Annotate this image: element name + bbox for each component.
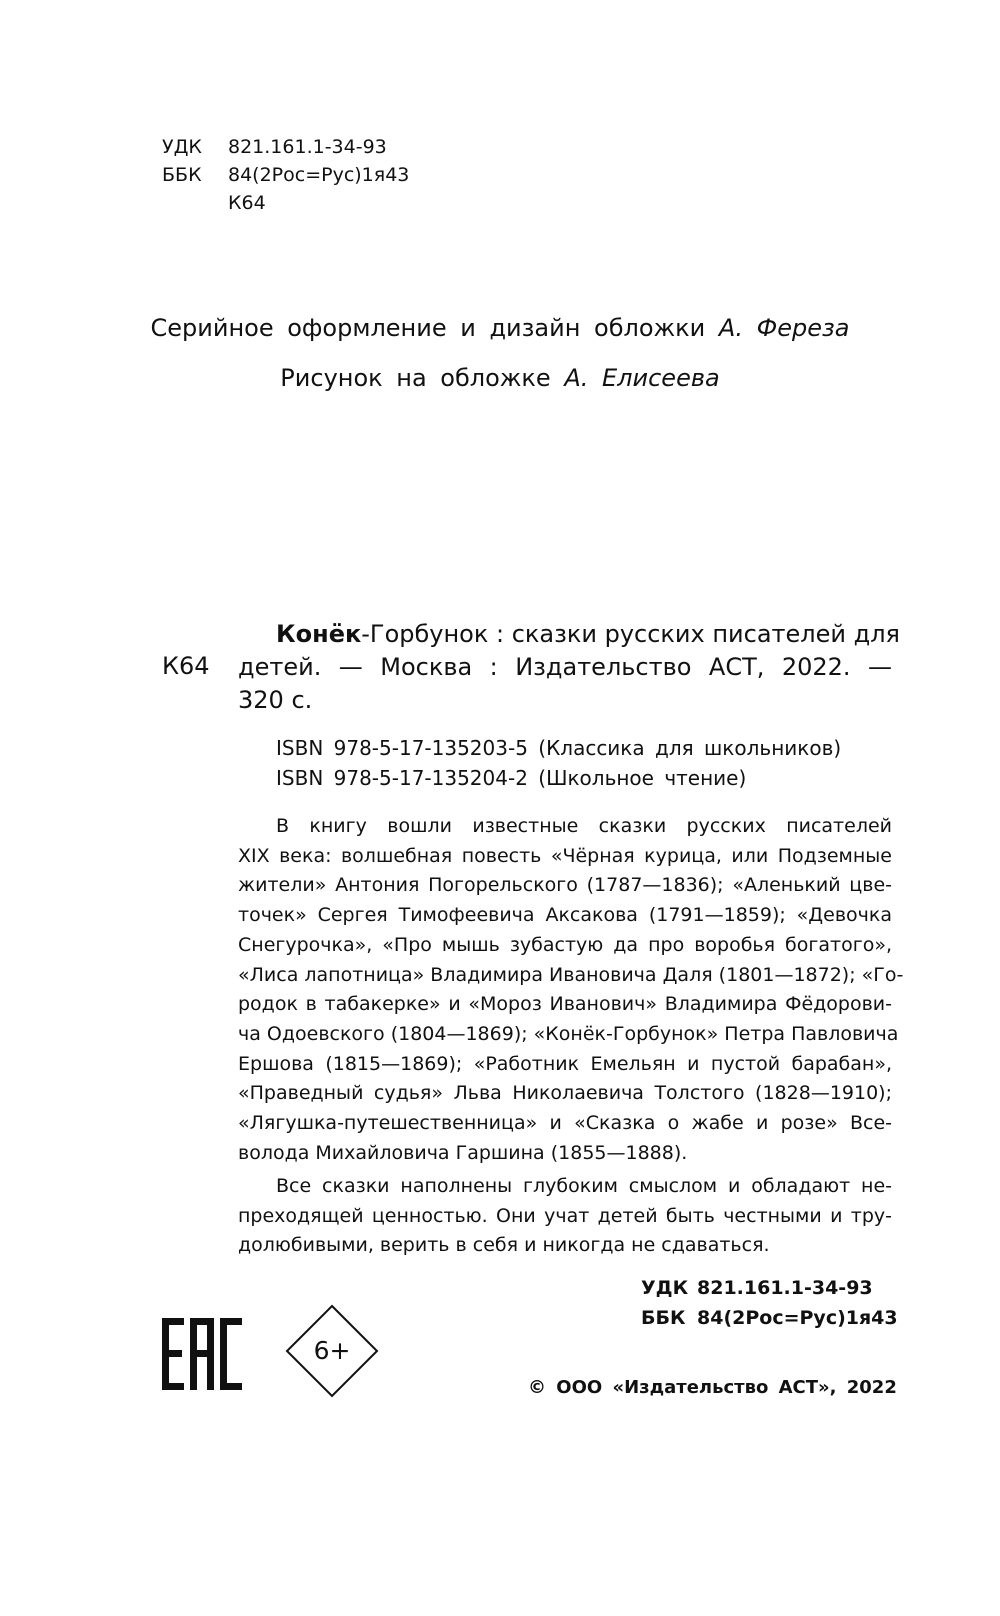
annotation-line: волода Михайловича Гаршина (1855—1888). bbox=[238, 1141, 688, 1164]
entry-line-3: 320 с. bbox=[238, 686, 313, 714]
bottom-udk-label: УДК bbox=[641, 1277, 689, 1299]
annotation-line: В книгу вошли известные сказки русских писателей bbox=[276, 815, 892, 837]
bbk-label: ББК bbox=[162, 164, 202, 186]
cover-art-text: Рисунок на обложке bbox=[280, 364, 551, 392]
annotation-line: точек» Сергея Тимофеевича Аксакова (1791—1859); «Девочка bbox=[238, 904, 892, 927]
annotation-line: «Праведный судья» Льва Николаевича Толстого (1828—1910); bbox=[238, 1082, 892, 1105]
entry-title-bold: Конёк bbox=[276, 620, 362, 648]
series-design-credit bbox=[0, 314, 1000, 342]
annotation-line: Все сказки наполнены глубоким смыслом и обладают не- bbox=[276, 1175, 892, 1197]
cover-art-credit bbox=[0, 364, 1000, 392]
annotation-line: жители» Антония Погорельского (1787—1836); «Аленький цве- bbox=[238, 874, 892, 897]
eac-mark-icon bbox=[162, 1318, 242, 1390]
annotation-line: Снегурочка», «Про мышь зубастую да про воробья богатого», bbox=[238, 933, 892, 956]
udk-label: УДК bbox=[162, 136, 202, 158]
entry-author-sign: К64 bbox=[162, 652, 210, 680]
isbn-2: ISBN 978-5-17-135204-2 (Школьное чтение) bbox=[276, 766, 747, 790]
bottom-bbk-value: 84(2Рос=Рус)1я43 bbox=[697, 1307, 898, 1329]
series-design-text: Серийное оформление и дизайн обложки bbox=[150, 314, 706, 342]
top-udk-row bbox=[162, 133, 387, 161]
top-bbk-row bbox=[162, 161, 409, 189]
annotation-line: родок в табакерке» и «Мороз Иванович» Владимира Фёдорови- bbox=[238, 993, 892, 1016]
annotation-line: XIX века: волшебная повесть «Чёрная курица, или Подземные bbox=[238, 844, 892, 867]
bottom-bbk-row bbox=[641, 1303, 898, 1333]
bottom-udk-value: 821.161.1-34-93 bbox=[697, 1277, 873, 1299]
series-design-author: А. Фереза bbox=[718, 314, 850, 342]
copyright-line: © ООО «Издательство АСТ», 2022 bbox=[528, 1377, 897, 1398]
bottom-udk-row bbox=[641, 1273, 873, 1303]
annotation-line: преходящей ценностью. Они учат детей быть честными и тру- bbox=[238, 1204, 892, 1227]
isbn-1: ISBN 978-5-17-135203-5 (Классика для школьников) bbox=[276, 736, 842, 760]
cover-art-author: А. Елисеева bbox=[564, 364, 720, 392]
bibliographic-entry bbox=[238, 618, 900, 717]
bbk-value: 84(2Рос=Рус)1я43 bbox=[228, 164, 410, 186]
age-rating-label: 6+ bbox=[313, 1336, 351, 1365]
entry-line-2: детей. — Москва : Издательство АСТ, 2022. — bbox=[238, 653, 892, 681]
annotation-line: ча Одоевского (1804—1869); «Конёк-Горбунок» Петра Павловича bbox=[238, 1022, 899, 1045]
entry-line-1-rest: -Горбунок : сказки русских писателей для bbox=[361, 620, 900, 648]
bottom-bbk-label: ББК bbox=[641, 1307, 686, 1329]
annotation-line: долюбивыми, верить в себя и никогда не сдаваться. bbox=[238, 1234, 770, 1257]
top-author-sign: К64 bbox=[228, 192, 266, 214]
annotation-line: «Лягушка-путешественница» и «Сказка о жабе и розе» Все- bbox=[238, 1112, 892, 1135]
annotation-line: Ершова (1815—1869); «Работник Емельян и пустой барабан», bbox=[238, 1052, 892, 1075]
annotation-line: «Лиса лапотница» Владимира Ивановича Даля (1801—1872); «Го- bbox=[238, 963, 904, 986]
annotation-paragraph-1 bbox=[238, 812, 904, 1168]
udk-value: 821.161.1-34-93 bbox=[228, 136, 387, 158]
top-author-sign-row bbox=[162, 189, 266, 217]
entry-line-1 bbox=[238, 618, 900, 651]
annotation-paragraph-2 bbox=[238, 1172, 892, 1261]
